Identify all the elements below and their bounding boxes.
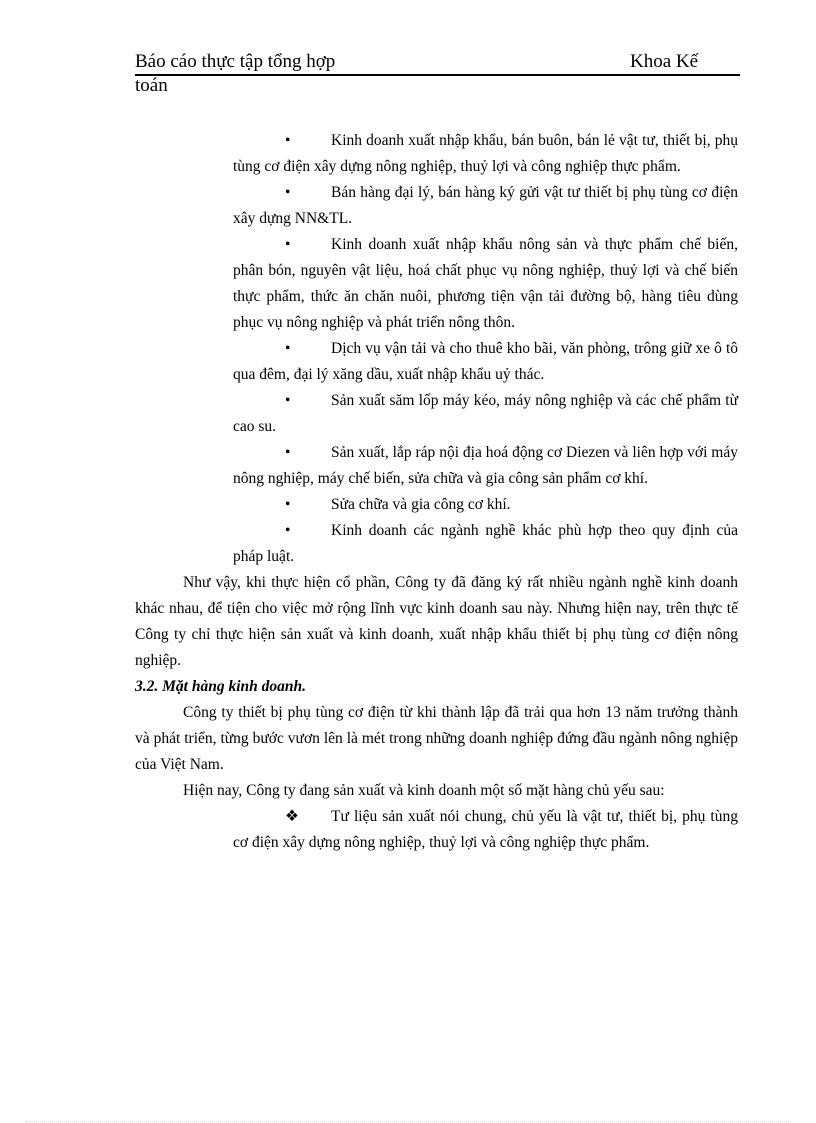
- bullet-item-6: • Sản xuất, lắp ráp nội địa hoá động cơ Diezen và liên hợp với máy nông nghiệp, máy chế biến, sửa chữa và gia công sản phẩm cơ khí.: [233, 444, 738, 487]
- header-department-continued: toán: [135, 75, 168, 96]
- bullet-item-5: • Sản xuất săm lốp máy kéo, máy nông nghiệp và các chế phẩm từ cao su.: [233, 392, 738, 435]
- diamond-item: ❖ Tư liệu sản xuất nói chung, chủ yếu là vật tư, thiết bị, phụ tùng cơ điện xây dựng nông nghiệp, thuỷ lợi và công nghiệp thực phẩm.: [233, 808, 738, 851]
- bullet-text: Kinh doanh xuất nhập khẩu nông sản và thực phẩm chế biến, phân bón, nguyên vật liệu, hoá chất phục vụ nông nghiệp, thuỷ lợi và chế biến thực phẩm, thức ăn chăn nuôi, phương tiện vận tải đường bộ, hàng tiêu dùng phục vụ nông nghiệp và phát triển nông thôn.: [233, 236, 738, 331]
- bullet-text: Kinh doanh xuất nhập khẩu, bán buôn, bán lẻ vật tư, thiết bị, phụ tùng cơ điện xây dựng nông nghiệp, thuỷ lợi và công nghiệp thực phẩm.: [233, 132, 738, 175]
- document-body: [135, 128, 738, 856]
- paragraph-company-history: Công ty thiết bị phụ tùng cơ điện từ khi thành lập đã trải qua hơn 13 năm trưởng thành và phát triển, từng bước vươn lên là mét trong những doanh nghiệp đứng đầu ngành nông nghiệp của Việt Nam.: [135, 704, 738, 773]
- bullet-text: Sửa chữa và gia công cơ khí.: [331, 496, 511, 513]
- bullet-text: Dịch vụ vận tải và cho thuê kho bãi, văn phòng, trông giữ xe ô tô qua đêm, đại lý xăng dầu, xuất nhập khẩu uỷ thác.: [233, 340, 738, 383]
- paragraph-current-products: Hiện nay, Công ty đang sản xuất và kinh doanh một số mặt hàng chủ yếu sau:: [183, 782, 665, 799]
- header-department: Khoa Kế: [630, 51, 699, 72]
- page-header: [135, 50, 740, 76]
- bullet-item-1: • Kinh doanh xuất nhập khẩu, bán buôn, bán lẻ vật tư, thiết bị, phụ tùng cơ điện xây dựng nông nghiệp, thuỷ lợi và công nghiệp thực phẩm.: [233, 132, 738, 175]
- bullet-text: Bán hàng đại lý, bán hàng ký gửi vật tư thiết bị phụ tùng cơ điện xây dựng NN&TL.: [233, 184, 738, 227]
- diamond-item-text: Tư liệu sản xuất nói chung, chủ yếu là vật tư, thiết bị, phụ tùng cơ điện xây dựng nông nghiệp, thuỷ lợi và công nghiệp thực phẩm.: [233, 808, 738, 851]
- header-title: Báo cáo thực tập tổng hợp: [135, 51, 336, 72]
- bullet-item-2: • Bán hàng đại lý, bán hàng ký gửi vật tư thiết bị phụ tùng cơ điện xây dựng NN&TL.: [233, 184, 738, 227]
- bullet-item-4: • Dịch vụ vận tải và cho thuê kho bãi, văn phòng, trông giữ xe ô tô qua đêm, đại lý xăng dầu, xuất nhập khẩu uỷ thác.: [233, 340, 738, 383]
- page-bottom-border: [25, 1121, 791, 1122]
- bullet-item-7: • Sửa chữa và gia công cơ khí.: [285, 496, 511, 513]
- bullet-text: Sản xuất săm lốp máy kéo, máy nông nghiệp và các chế phẩm từ cao su.: [233, 392, 738, 435]
- bullet-text: Sản xuất, lắp ráp nội địa hoá động cơ Diezen và liên hợp với máy nông nghiệp, máy chế biến, sửa chữa và gia công sản phẩm cơ khí.: [233, 444, 738, 487]
- section-heading: 3.2. Mặt hàng kinh doanh.: [135, 678, 306, 695]
- bullet-item-8: • Kinh doanh các ngành nghề khác phù hợp theo quy định của pháp luật.: [233, 522, 738, 565]
- bullet-text: Kinh doanh các ngành nghề khác phù hợp theo quy định của pháp luật.: [233, 522, 738, 565]
- bullet-item-3: • Kinh doanh xuất nhập khẩu nông sản và thực phẩm chế biến, phân bón, nguyên vật liệu, hoá chất phục vụ nông nghiệp, thuỷ lợi và chế biến thực phẩm, thức ăn chăn nuôi, phương tiện vận tải đường bộ, hàng tiêu dùng phục vụ nông nghiệp và phát triển nông thôn.: [233, 236, 738, 331]
- paragraph-summary: Như vậy, khi thực hiện cổ phần, Công ty đã đăng ký rất nhiều ngành nghề kinh doanh khác nhau, để tiện cho việc mở rộng lĩnh vực kinh doanh sau này. Nhưng hiện nay, trên thực tế Công ty chỉ thực hiện sản xuất và kinh doanh, xuất nhập khẩu thiết bị phụ tùng cơ điện nông nghiệp.: [135, 574, 738, 669]
